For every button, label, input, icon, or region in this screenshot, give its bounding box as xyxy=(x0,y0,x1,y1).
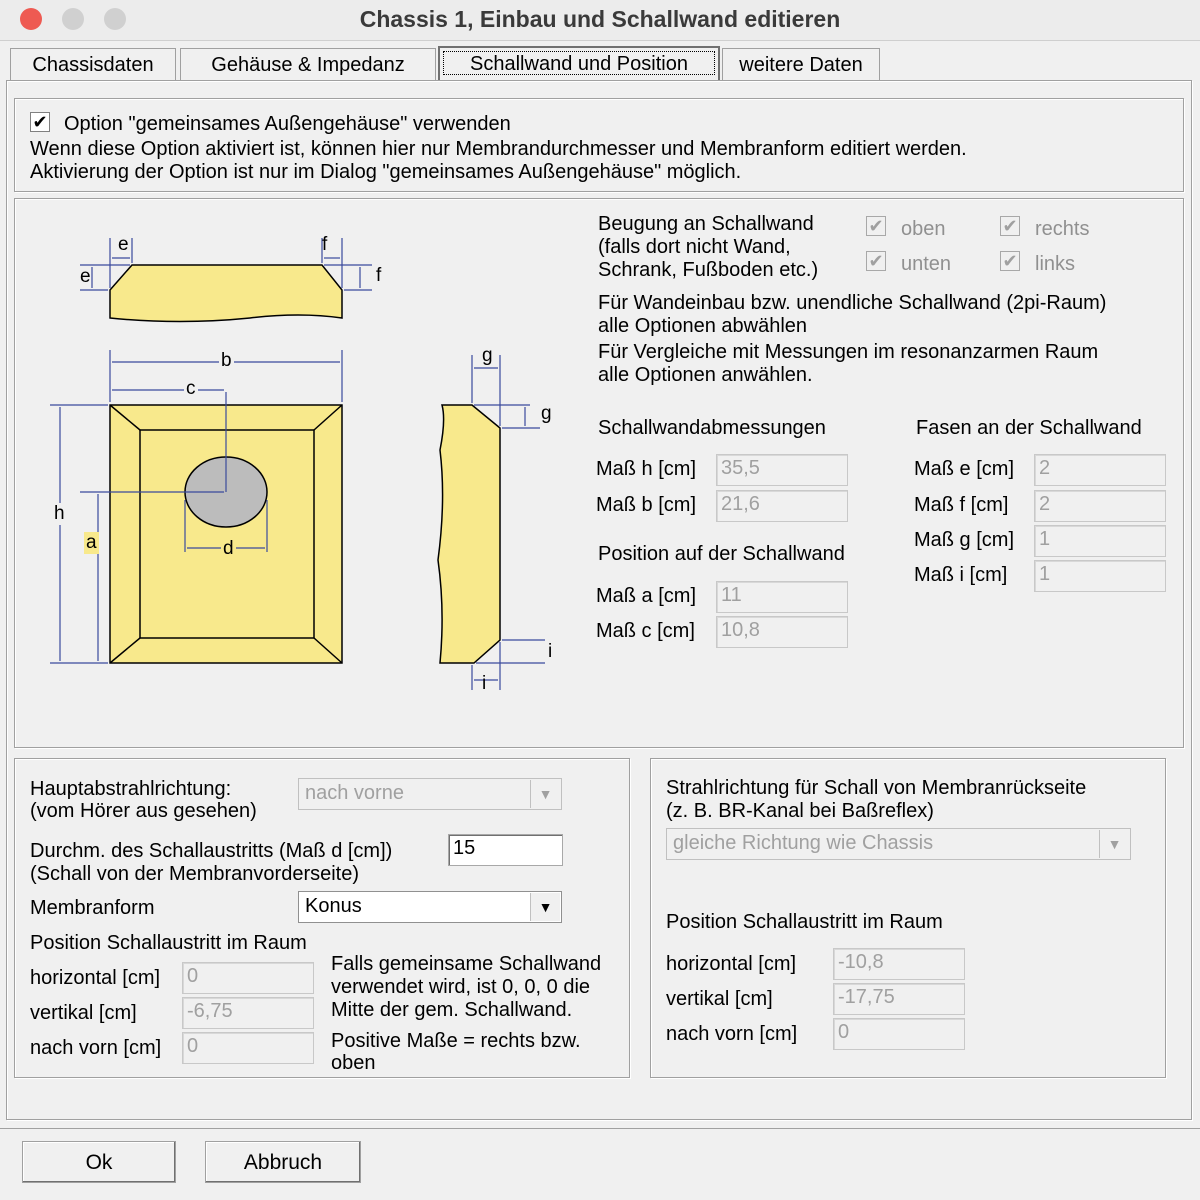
diffraction-note2-line1: Für Vergleiche mit Messungen im resonanzarmen Raum xyxy=(598,341,1099,363)
rear-direction-value: gleiche Richtung wie Chassis xyxy=(673,832,934,854)
front-note-line5: oben xyxy=(331,1052,376,1074)
top-view-panel xyxy=(110,265,342,322)
diffraction-bottom-label: unten xyxy=(901,253,952,275)
membrane-shape-value: Konus xyxy=(305,895,362,917)
diffraction-top-label: oben xyxy=(901,218,946,240)
option-info-line1: Wenn diese Option aktiviert ist, können hier nur Membrandurchmesser und Membranform editiert werden. xyxy=(30,138,967,160)
rear-forward-input[interactable]: 0 xyxy=(833,1018,965,1050)
dim-label-e-side: e xyxy=(80,266,91,287)
diameter-label-1: Durchm. des Schallaustritts (Maß d [cm]) xyxy=(30,840,393,862)
front-horizontal-label: horizontal [cm] xyxy=(30,967,161,989)
front-vertical-label: vertikal [cm] xyxy=(30,1002,137,1024)
front-horizontal-input[interactable]: 0 xyxy=(182,962,314,994)
common-enclosure-label: Option "gemeinsames Außengehäuse" verwenden xyxy=(64,113,511,135)
diffraction-heading-2: (falls dort nicht Wand, xyxy=(598,236,791,258)
dim-a-label: Maß a [cm] xyxy=(596,585,697,607)
main-direction-label-1: Hauptabstrahlrichtung: xyxy=(30,778,232,800)
tab-weitere-daten[interactable]: weitere Daten xyxy=(722,48,880,80)
baffle-dims-heading: Schallwandabmessungen xyxy=(598,417,826,439)
dim-a-input[interactable]: 11 xyxy=(716,581,848,613)
dim-f-input[interactable]: 2 xyxy=(1034,490,1166,522)
main-direction-select[interactable] xyxy=(298,778,562,810)
chamfers-heading: Fasen an der Schallwand xyxy=(916,417,1142,439)
rear-position-heading: Position Schallaustritt im Raum xyxy=(666,911,943,933)
rear-vertical-input[interactable]: -17,75 xyxy=(833,983,965,1015)
front-position-heading: Position Schallaustritt im Raum xyxy=(30,932,307,954)
diffraction-top-checkbox[interactable]: ✔ xyxy=(866,216,886,236)
position-on-baffle-heading: Position auf der Schallwand xyxy=(598,543,845,565)
dim-label-f-top: f xyxy=(322,234,328,255)
chevron-down-icon[interactable]: ▼ xyxy=(1099,830,1129,858)
diffraction-left-checkbox[interactable]: ✔ xyxy=(1000,251,1020,271)
front-note-line3: Mitte der gem. Schallwand. xyxy=(331,999,573,1021)
dim-h-input[interactable]: 35,5 xyxy=(716,454,848,486)
chevron-down-icon[interactable]: ▼ xyxy=(530,780,560,808)
rear-forward-label: nach vorn [cm] xyxy=(666,1023,798,1045)
front-note-line4: Positive Maße = rechts bzw. xyxy=(331,1030,581,1052)
dim-label-c: c xyxy=(186,378,196,399)
window-title: Chassis 1, Einbau und Schallwand editieren xyxy=(359,6,841,32)
rear-vertical-label: vertikal [cm] xyxy=(666,988,773,1010)
rear-direction-select[interactable] xyxy=(666,828,1131,860)
main-direction-value: nach vorne xyxy=(305,782,404,804)
diffraction-heading-1: Beugung an Schallwand xyxy=(598,213,814,235)
diffraction-right-checkbox[interactable]: ✔ xyxy=(1000,216,1020,236)
tab-schallwand-position[interactable]: Schallwand und Position xyxy=(438,46,720,80)
dim-label-h: h xyxy=(54,503,65,524)
diffraction-left-label: links xyxy=(1035,253,1076,275)
diffraction-note1-line1: Für Wandeinbau bzw. unendliche Schallwand (2pi-Raum) xyxy=(598,292,1107,314)
rear-horizontal-input[interactable]: -10,8 xyxy=(833,948,965,980)
common-enclosure-checkbox[interactable]: ✔ xyxy=(30,112,50,132)
dim-i-label: Maß i [cm] xyxy=(914,564,1008,586)
dim-h-label: Maß h [cm] xyxy=(596,458,697,480)
rear-heading-2: (z. B. BR-Kanal bei Baßreflex) xyxy=(666,800,934,822)
cancel-button[interactable]: Abbruch xyxy=(205,1141,361,1183)
dim-g-label: Maß g [cm] xyxy=(914,529,1015,551)
front-vertical-input[interactable]: -6,75 xyxy=(182,997,314,1029)
dim-e-label: Maß e [cm] xyxy=(914,458,1015,480)
dim-label-b: b xyxy=(221,350,232,371)
rear-heading-1: Strahlrichtung für Schall von Membranrückseite xyxy=(666,777,1087,799)
dim-c-input[interactable]: 10,8 xyxy=(716,616,848,648)
diffraction-bottom-checkbox[interactable]: ✔ xyxy=(866,251,886,271)
front-forward-label: nach vorn [cm] xyxy=(30,1037,162,1059)
rear-horizontal-label: horizontal [cm] xyxy=(666,953,797,975)
tab-chassisdaten[interactable]: Chassisdaten xyxy=(10,48,176,80)
dim-label-f-side: f xyxy=(376,265,382,286)
main-direction-label-2: (vom Hörer aus gesehen) xyxy=(30,800,257,822)
option-info-line2: Aktivierung der Option ist nur im Dialog "gemeinsames Außengehäuse" möglich. xyxy=(30,161,742,183)
diameter-label-2: (Schall von der Membranvorderseite) xyxy=(30,863,360,885)
dim-label-i-side: i xyxy=(548,641,553,662)
membrane-shape-select[interactable] xyxy=(298,891,562,923)
dim-e-input[interactable]: 2 xyxy=(1034,454,1166,486)
dim-b-label: Maß b [cm] xyxy=(596,494,697,516)
dim-label-g-side: g xyxy=(541,403,552,424)
dim-f-label: Maß f [cm] xyxy=(914,494,1009,516)
front-note-line2: verwendet wird, ist 0, 0, 0 die xyxy=(331,976,591,998)
diffraction-right-label: rechts xyxy=(1035,218,1090,240)
dim-label-g-top: g xyxy=(482,345,493,366)
dim-c-label: Maß c [cm] xyxy=(596,620,695,642)
membrane-shape-label: Membranform xyxy=(30,897,155,919)
chevron-down-icon[interactable]: ▼ xyxy=(530,893,560,921)
baffle-diagram xyxy=(40,225,580,700)
dim-i-input[interactable]: 1 xyxy=(1034,560,1166,592)
diameter-input[interactable]: 15 xyxy=(448,834,563,866)
title-bar xyxy=(0,0,1200,41)
front-forward-input[interactable]: 0 xyxy=(182,1032,314,1064)
side-view-panel xyxy=(438,405,500,663)
dim-label-i-bottom: i xyxy=(482,673,487,694)
ok-button[interactable]: Ok xyxy=(22,1141,176,1183)
dim-label-e-top: e xyxy=(118,234,129,255)
diffraction-note1-line2: alle Optionen abwählen xyxy=(598,315,808,337)
diffraction-note2-line2: alle Optionen anwählen. xyxy=(598,364,813,386)
dim-g-input[interactable]: 1 xyxy=(1034,525,1166,557)
tab-gehaeuse-impedanz[interactable]: Gehäuse & Impedanz xyxy=(180,48,436,80)
divider xyxy=(0,1128,1200,1129)
diffraction-heading-3: Schrank, Fußboden etc.) xyxy=(598,259,819,281)
front-note-line1: Falls gemeinsame Schallwand xyxy=(331,953,602,975)
dim-b-input[interactable]: 21,6 xyxy=(716,490,848,522)
dim-label-d: d xyxy=(223,538,234,559)
dim-label-a: a xyxy=(86,532,97,553)
